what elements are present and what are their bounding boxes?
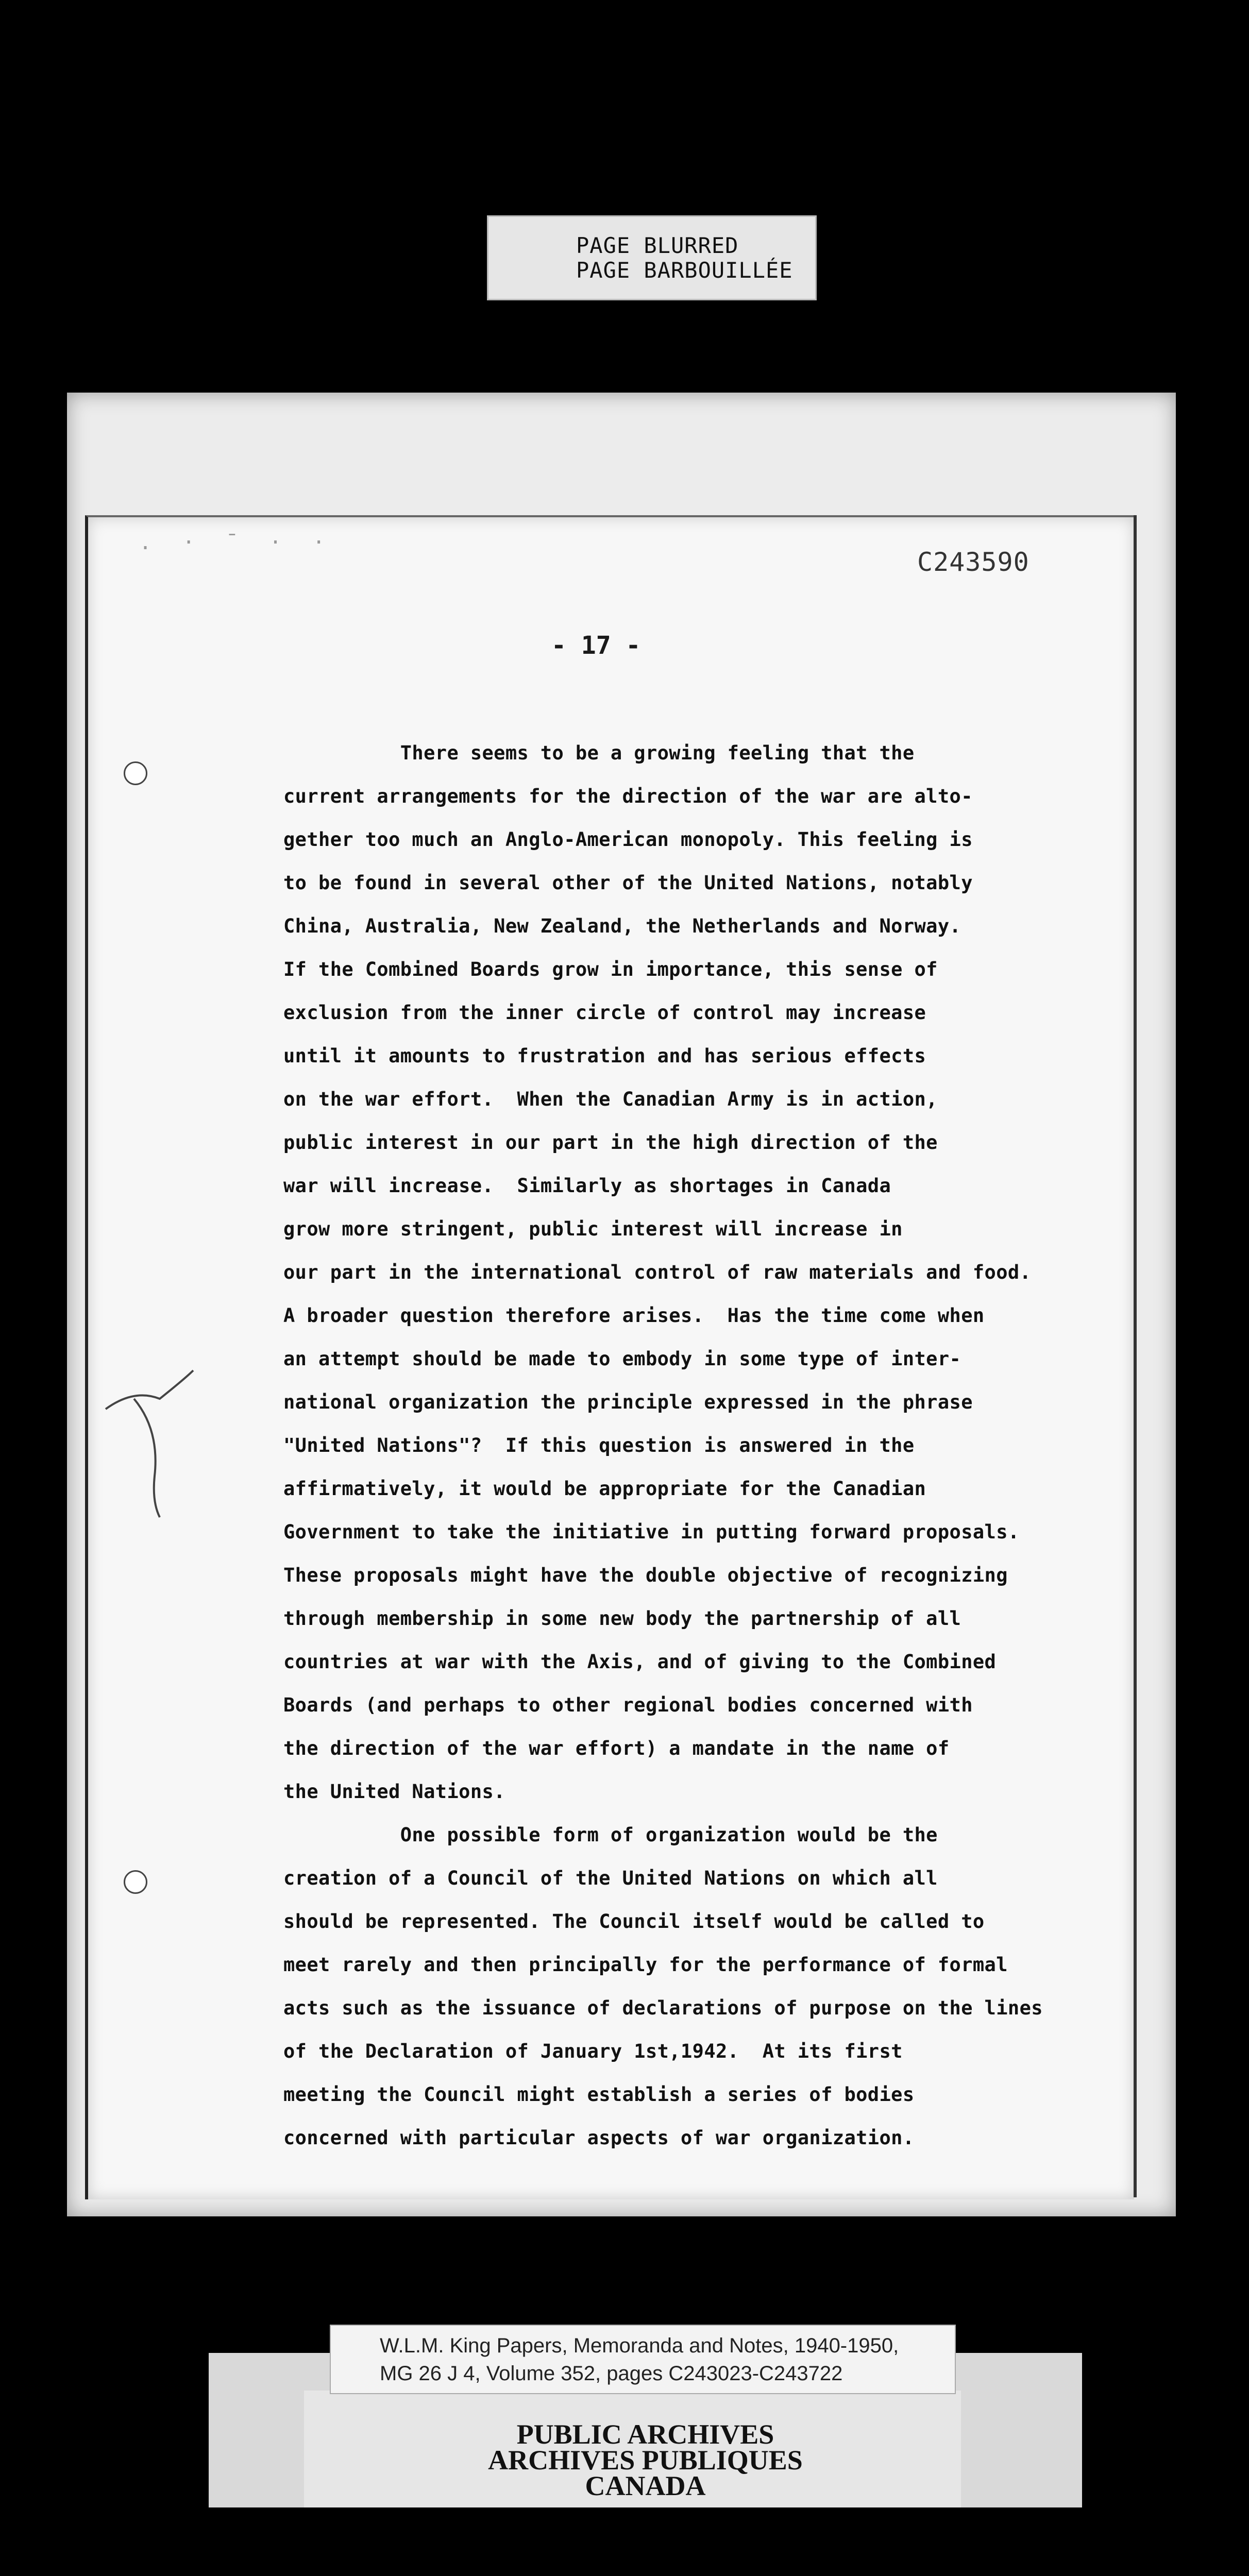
text-line: the direction of the war effort) a mandate in the name of	[283, 1737, 950, 1759]
document-number: C243590	[917, 547, 1029, 577]
text-line: on the war effort. When the Canadian Army is in action,	[283, 1088, 938, 1110]
text-line: until it amounts to frustration and has serious effects	[283, 1045, 926, 1067]
text-line: war will increase. Similarly as shortages in Canada	[283, 1175, 891, 1197]
text-line: of the Declaration of January 1st,1942. At its first	[283, 2040, 903, 2062]
text-line: affirmatively, it would be appropriate for the Canadian	[283, 1478, 926, 1500]
text-line: the United Nations.	[283, 1781, 505, 1803]
text-line: acts such as the issuance of declarations of purpose on the lines	[283, 1997, 1043, 2019]
text-line: grow more stringent, public interest will increase in	[283, 1218, 903, 1240]
punch-hole-icon	[124, 761, 147, 785]
archive-stamp-line-1: PUBLIC ARCHIVES	[516, 2419, 774, 2450]
text-line: Boards (and perhaps to other regional bodies concerned with	[283, 1694, 973, 1716]
text-line: countries at war with the Axis, and of giving to the Combined	[283, 1651, 997, 1673]
archive-citation-label	[330, 2325, 956, 2394]
text-line: meet rarely and then principally for the performance of formal	[283, 1954, 1008, 1976]
text-line: One possible form of organization would be the	[283, 1824, 938, 1846]
text-line: should be represented. The Council itself would be called to	[283, 1910, 985, 1933]
citation-line-1: W.L.M. King Papers, Memoranda and Notes, 1940-1950,	[380, 2334, 899, 2357]
public-archives-stamp	[209, 2421, 1082, 2499]
text-line: to be found in several other of the United Nations, notably	[283, 872, 973, 894]
citation-line-2: MG 26 J 4, Volume 352, pages C243023-C243722	[380, 2362, 843, 2385]
text-line: public interest in our part in the high direction of the	[283, 1131, 938, 1154]
archive-stamp-line-3: CANADA	[585, 2470, 706, 2501]
text-line: current arrangements for the direction of the war are alto-	[283, 785, 973, 807]
text-line: our part in the international control of raw materials and food.	[283, 1261, 1032, 1283]
text-line: national organization the principle expressed in the phrase	[283, 1391, 973, 1413]
text-line: gether too much an Anglo-American monopoly. This feeling is	[283, 828, 973, 851]
punch-hole-icon	[124, 1870, 147, 1894]
page-blurred-stamp	[487, 215, 817, 300]
page-edge-rule	[1134, 515, 1137, 2197]
text-line: If the Combined Boards grow in importance, this sense of	[283, 958, 938, 980]
text-line: A broader question therefore arises. Has the time come when	[283, 1304, 985, 1327]
text-line: exclusion from the inner circle of control may increase	[283, 1002, 926, 1024]
text-line: an attempt should be made to embody in some type of inter-	[283, 1348, 961, 1370]
text-line: These proposals might have the double objective of recognizing	[283, 1564, 1008, 1586]
archive-stamp-line-2: ARCHIVES PUBLIQUES	[488, 2445, 803, 2476]
text-line: meeting the Council might establish a series of bodies	[283, 2083, 915, 2106]
page-number: - 17 -	[551, 631, 641, 660]
stamp-line-english: PAGE BLURRED	[576, 232, 739, 258]
pen-mark-icon	[103, 1368, 196, 1522]
text-line: concerned with particular aspects of war organization.	[283, 2127, 915, 2149]
text-line: "United Nations"? If this question is answered in the	[283, 1434, 915, 1456]
text-line: There seems to be a growing feeling that the	[283, 742, 915, 764]
text-line: China, Australia, New Zealand, the Netherlands and Norway.	[283, 915, 961, 937]
text-line: Government to take the initiative in putting forward proposals.	[283, 1521, 1020, 1543]
text-line: creation of a Council of the United Nations on which all	[283, 1867, 938, 1889]
stamp-line-french: PAGE BARBOUILLÉE	[576, 257, 793, 283]
smudge-marks: . · ˉ · ·	[139, 531, 334, 554]
text-line: through membership in some new body the partnership of all	[283, 1607, 961, 1630]
